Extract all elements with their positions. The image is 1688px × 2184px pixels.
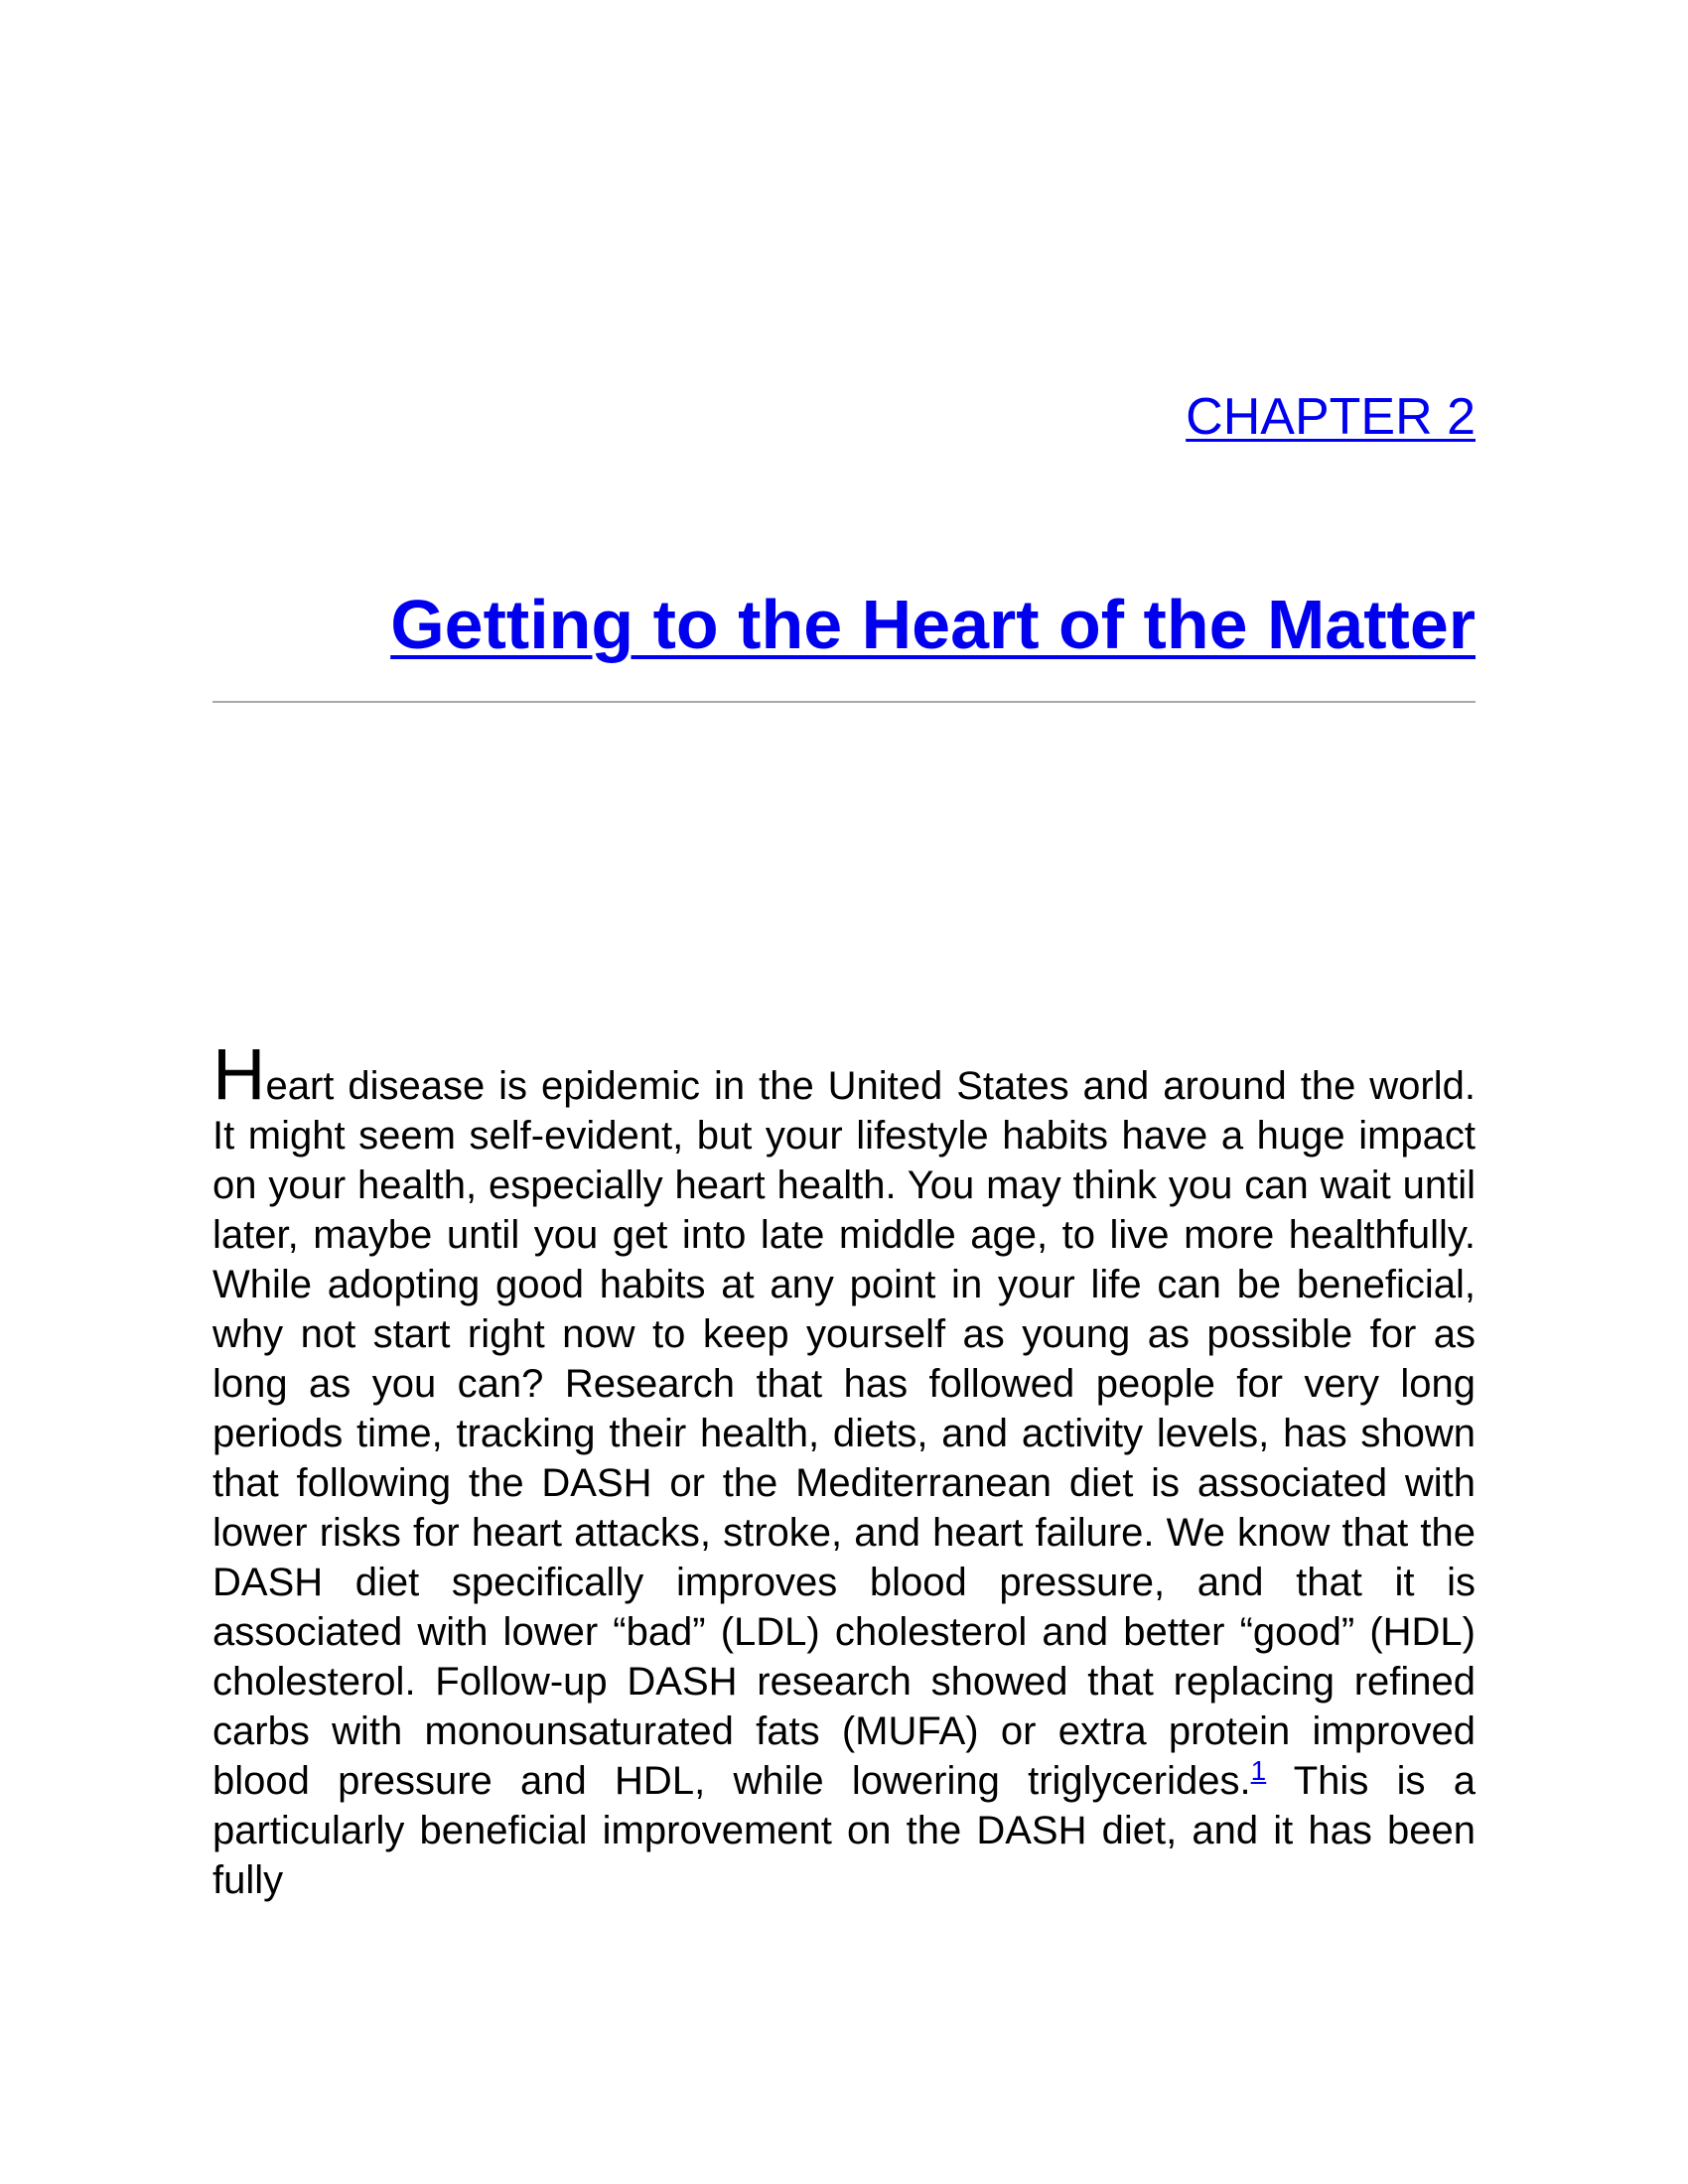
chapter-title-link[interactable]: Getting to the Heart of the Matter	[390, 586, 1476, 663]
body-paragraph	[212, 1049, 1476, 1943]
drop-cap: H	[212, 1049, 266, 1115]
paragraph-text-continued: This is a particularly beneficial improvement on the DASH diet, and it has been fully	[212, 1759, 1476, 1902]
footnote-reference-link[interactable]: 1	[1250, 1755, 1267, 1786]
paragraph-text: eart disease is epidemic in the United States and around the world. It might seem self-evident, but your lifestyle habits have a huge impact on your health, especially heart health. You may think you can wait until later, maybe until you get into late middle age, to live more healthfully. While adopting good habits at any point in your life can be beneficial, why not start right now to keep yourself as young as possible for as long as you can? Research that has followed people for very long periods time, tracking their health, diets, and activity levels, has shown that following the DASH or the Mediterranean diet is associated with lower risks for heart attacks, stroke, and heart failure. We know that the DASH diet specifically improves blood pressure, and that it is associated with lower “bad” (LDL) cholesterol and better “good” (HDL) cholesterol. Follow-up DASH research showed that replacing refined carbs with monounsaturated fats (MUFA) or extra protein improved blood pressure and HDL, while lowering triglycerides.	[212, 1064, 1476, 1803]
title-divider	[212, 701, 1476, 703]
chapter-number-link[interactable]: CHAPTER 2	[1186, 388, 1476, 446]
